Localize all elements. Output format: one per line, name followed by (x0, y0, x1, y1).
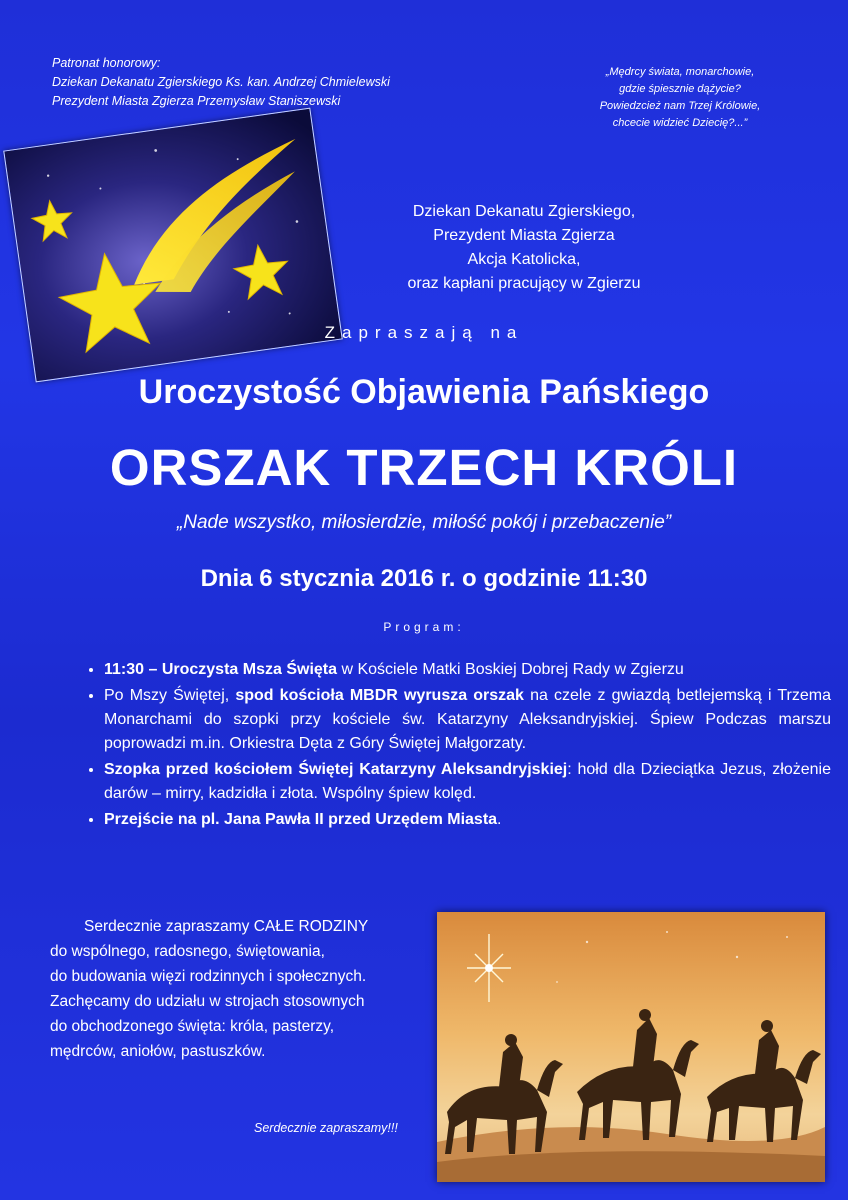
quote-line-1: „Mędrcy świata, monarchowie, (605, 66, 755, 78)
program-item (104, 758, 831, 806)
invitation-line-4: Zachęcamy do udziału w strojach stosownych (50, 993, 365, 1010)
program-item-bold: 11:30 – Uroczysta Msza Święta (104, 661, 338, 678)
invitation-line-5: do obchodzonego święta: króla, pasterzy, (50, 1018, 335, 1035)
invitation-line-6: mędrców, aniołów, pastuszków. (50, 1043, 266, 1060)
event-title: Uroczystość Objawienia Pańskiego (138, 373, 710, 411)
quote-line-3: Powiedzcież nam Trzej Królowie, (599, 100, 761, 112)
patronage-mayor: Prezydent Miasta Zgierza Przemysław Staniszewski (52, 94, 341, 108)
carol-quote (560, 64, 800, 132)
organizer-mayor: Prezydent Miasta Zgierza (433, 227, 615, 244)
program-item-text: : hołd dla Dzieciątka Jezus, złożenie darów – mirry, kadzidła i złota. Wspólny śpiew kolęd. (104, 761, 831, 802)
program-item (104, 808, 831, 832)
program-item-text: na czele z gwiazdą betlejemską i Trzema Monarchami do szopki przy kościele św. Katarzyny Aleksandryjskiej. Śpiew Podczas marszu poprowadzi m.in. Orkiestra Dęta z Góry Świętej Małgorzaty. (104, 687, 831, 752)
program-item-text: w Kościele Matki Boskiej Dobrej Rady w Zgierzu (337, 661, 684, 678)
program-item-bold: spod kościoła MBDR wyrusza orszak (235, 687, 524, 704)
closing-greeting: Serdecznie zapraszamy!!! (254, 1121, 398, 1135)
program-item-pre: Po Mszy Świętej, (104, 687, 236, 704)
program-label: Program: (383, 620, 465, 634)
event-motto: „Nade wszystko, miłosierdzie, miłość pokój i przebaczenie” (176, 512, 672, 533)
quote-line-4: chcecie widzieć Dziecię?...” (612, 117, 748, 129)
program-item (104, 658, 831, 682)
honorary-patronage (52, 54, 512, 111)
three-kings-camels-icon (437, 912, 825, 1182)
invite-word: Zapraszają na (324, 323, 524, 342)
organizer-dean: Dziekan Dekanatu Zgierskiego, (412, 203, 636, 220)
invitation-line-3: do budowania więzi rodzinnych i społecznych. (50, 968, 367, 985)
organizer-priests: oraz kapłani pracujący w Zgierzu (407, 275, 641, 292)
patronage-dean: Dziekan Dekanatu Zgierskiego Ks. kan. Andrzej Chmielewski (52, 75, 390, 89)
program-item (104, 684, 831, 756)
program-item-text: . (497, 811, 502, 828)
event-headline: ORSZAK TRZECH KRÓLI (109, 439, 739, 496)
three-kings-picture (437, 912, 825, 1182)
event-date: Dnia 6 stycznia 2016 r. o godzinie 11:30 (200, 565, 648, 592)
program-item-bold: Przejście na pl. Jana Pawła II przed Urzędem Miasta (104, 811, 498, 828)
quote-line-2: gdzie śpiesznie dążycie? (619, 83, 741, 95)
family-invitation (50, 914, 435, 1064)
program-list (72, 658, 831, 834)
invitation-line-2: do wspólnego, radosnego, świętowania, (50, 943, 325, 960)
organizers (340, 200, 708, 296)
patronage-heading: Patronat honorowy: (52, 56, 161, 70)
organizer-catholic-action: Akcja Katolicka, (467, 251, 581, 268)
invitation-line-1: Serdecznie zapraszamy CAŁE RODZINY (84, 918, 369, 935)
program-item-bold: Szopka przed kościołem Świętej Katarzyny Aleksandryjskiej (104, 761, 568, 778)
